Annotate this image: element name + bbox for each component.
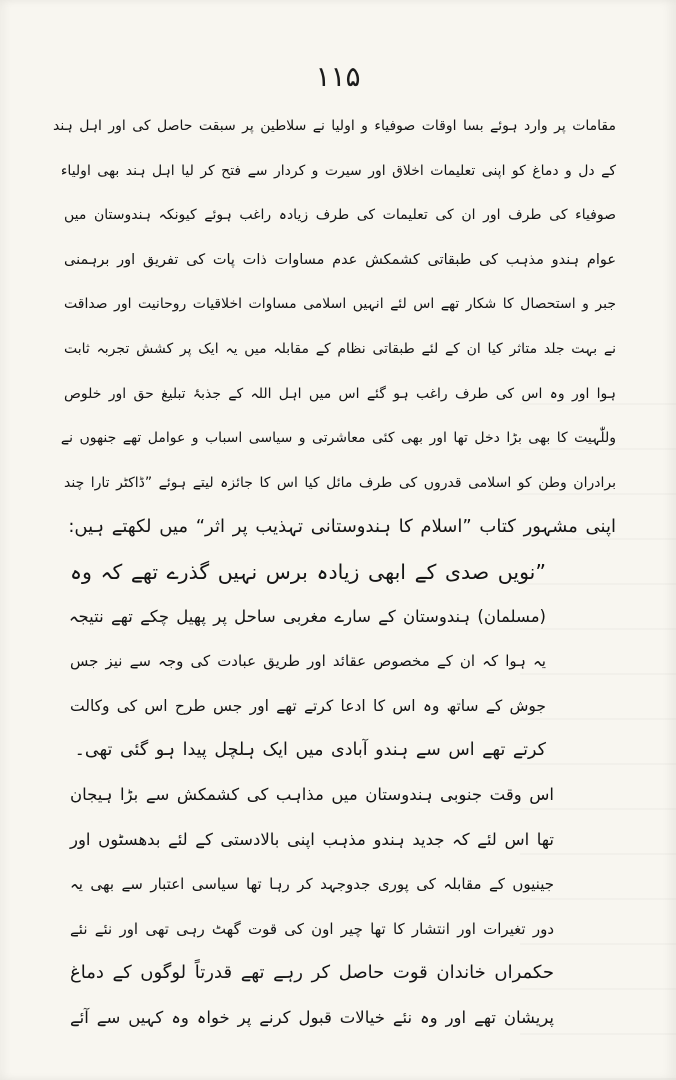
text-line: صوفیاء کی طرف اور ان کی تعلیمات کی طرف زیادہ راغب ہوئے کیونکہ ہندوستان میں	[64, 207, 616, 224]
quote-line: ”نویں صدی کے ابھی زیادہ برس نہیں گذرے تھے کہ وہ	[70, 560, 546, 584]
quote-line: (مسلمان) ہندوستان کے سارے مغربی ساحل پر پھیل چکے تھے نتیجہ	[68, 606, 546, 626]
text-line: ہوا اور وہ اس کی طرف راغب ہو گئے اس میں اہل اللہ کے جذبۂ تبلیغ حق اور خلوص	[64, 385, 616, 402]
text-line: جینیوں کے مقابلہ کی پوری جدوجہد کر رہا تھا سیاسی اعتبار سے بھی یہ	[70, 875, 554, 894]
text-line: اس وقت جنوبی ہندوستان میں مذاہب کی کشمکش سے بڑا ہیجان	[70, 785, 554, 804]
quote-line: یہ ہوا کہ ان کے مخصوص عقائد اور طریق عبادت کی وجہ سے نیز جس	[70, 652, 546, 671]
body-paragraph-2	[70, 773, 554, 1041]
text-line: دور تغیرات اور انتشار کا تھا چیر اون کی قوت گھٹ رہی تھی اور نئے نئے	[70, 919, 554, 938]
block-quote	[70, 550, 546, 773]
text-line: عوام ہندو مذہب کی طبقاتی کشمکش عدم مساوات ذات پات کی تفریق اور برہمنی	[64, 251, 616, 268]
text-line: نے بہت جلد متاثر کیا ان کے لئے طبقاتی نظام کے مقابلہ میں یہ ایک پر کشش تجربہ ثابت	[64, 340, 616, 357]
text-line: تھا اس لئے کہ جدید ہندو مذہب اپنی بالادستی کے لئے بدھسٹوں اور	[70, 829, 554, 849]
quote-line: کرتے تھے اس سے ہندو آبادی میں ایک ہلچل پیدا ہو گئی تھی۔	[74, 740, 546, 761]
text-line: پریشان تھے اور وہ نئے خیالات قبول کرنے پر خواہ وہ کہیں سے آئے	[70, 1007, 554, 1027]
page-number: ۱۱۵	[315, 60, 361, 93]
text-line: وللّٰہیت کا بھی بڑا دخل تھا اور بھی کئی معاشرتی و سیاسی اسباب و عوامل تھے جنھوں نے	[60, 430, 616, 447]
text-line: اپنی مشہور کتاب ”اسلام کا ہندوستانی تہذیب پر اثر“ میں لکھتے ہیں:	[68, 516, 616, 538]
text-line: کے دل و دماغ کو اپنی تعلیمات اخلاق اور سیرت و کردار سے فتح کر لیا اہل ہند بھی اولیاء	[60, 162, 616, 179]
text-line: جبر و استحصال کا شکار تھے اس لئے انہیں اسلامی مساوات اخلاقیات روحانیت اور صداقت	[64, 296, 616, 313]
body-paragraph-1	[53, 104, 616, 550]
quote-line: جوش کے ساتھ وہ اس کا ادعا کرتے تھے اور جس طرح اس کی وکالت	[70, 696, 546, 715]
text-line: برادران وطن کو اسلامی قدروں کی طرف مائل کیا اس کا جائزہ لیتے ہوئے ”ڈاکٹر تارا چند	[64, 474, 616, 491]
text-line: حکمراں خاندان قوت حاصل کر رہے تھے قدرتاً لوگوں کے دماغ	[70, 962, 554, 984]
text-line: مقامات پر وارد ہوئے بسا اوقات صوفیاء و اولیا نے سلاطین پر سبقت حاصل کی اور اہل ہند	[53, 118, 616, 134]
